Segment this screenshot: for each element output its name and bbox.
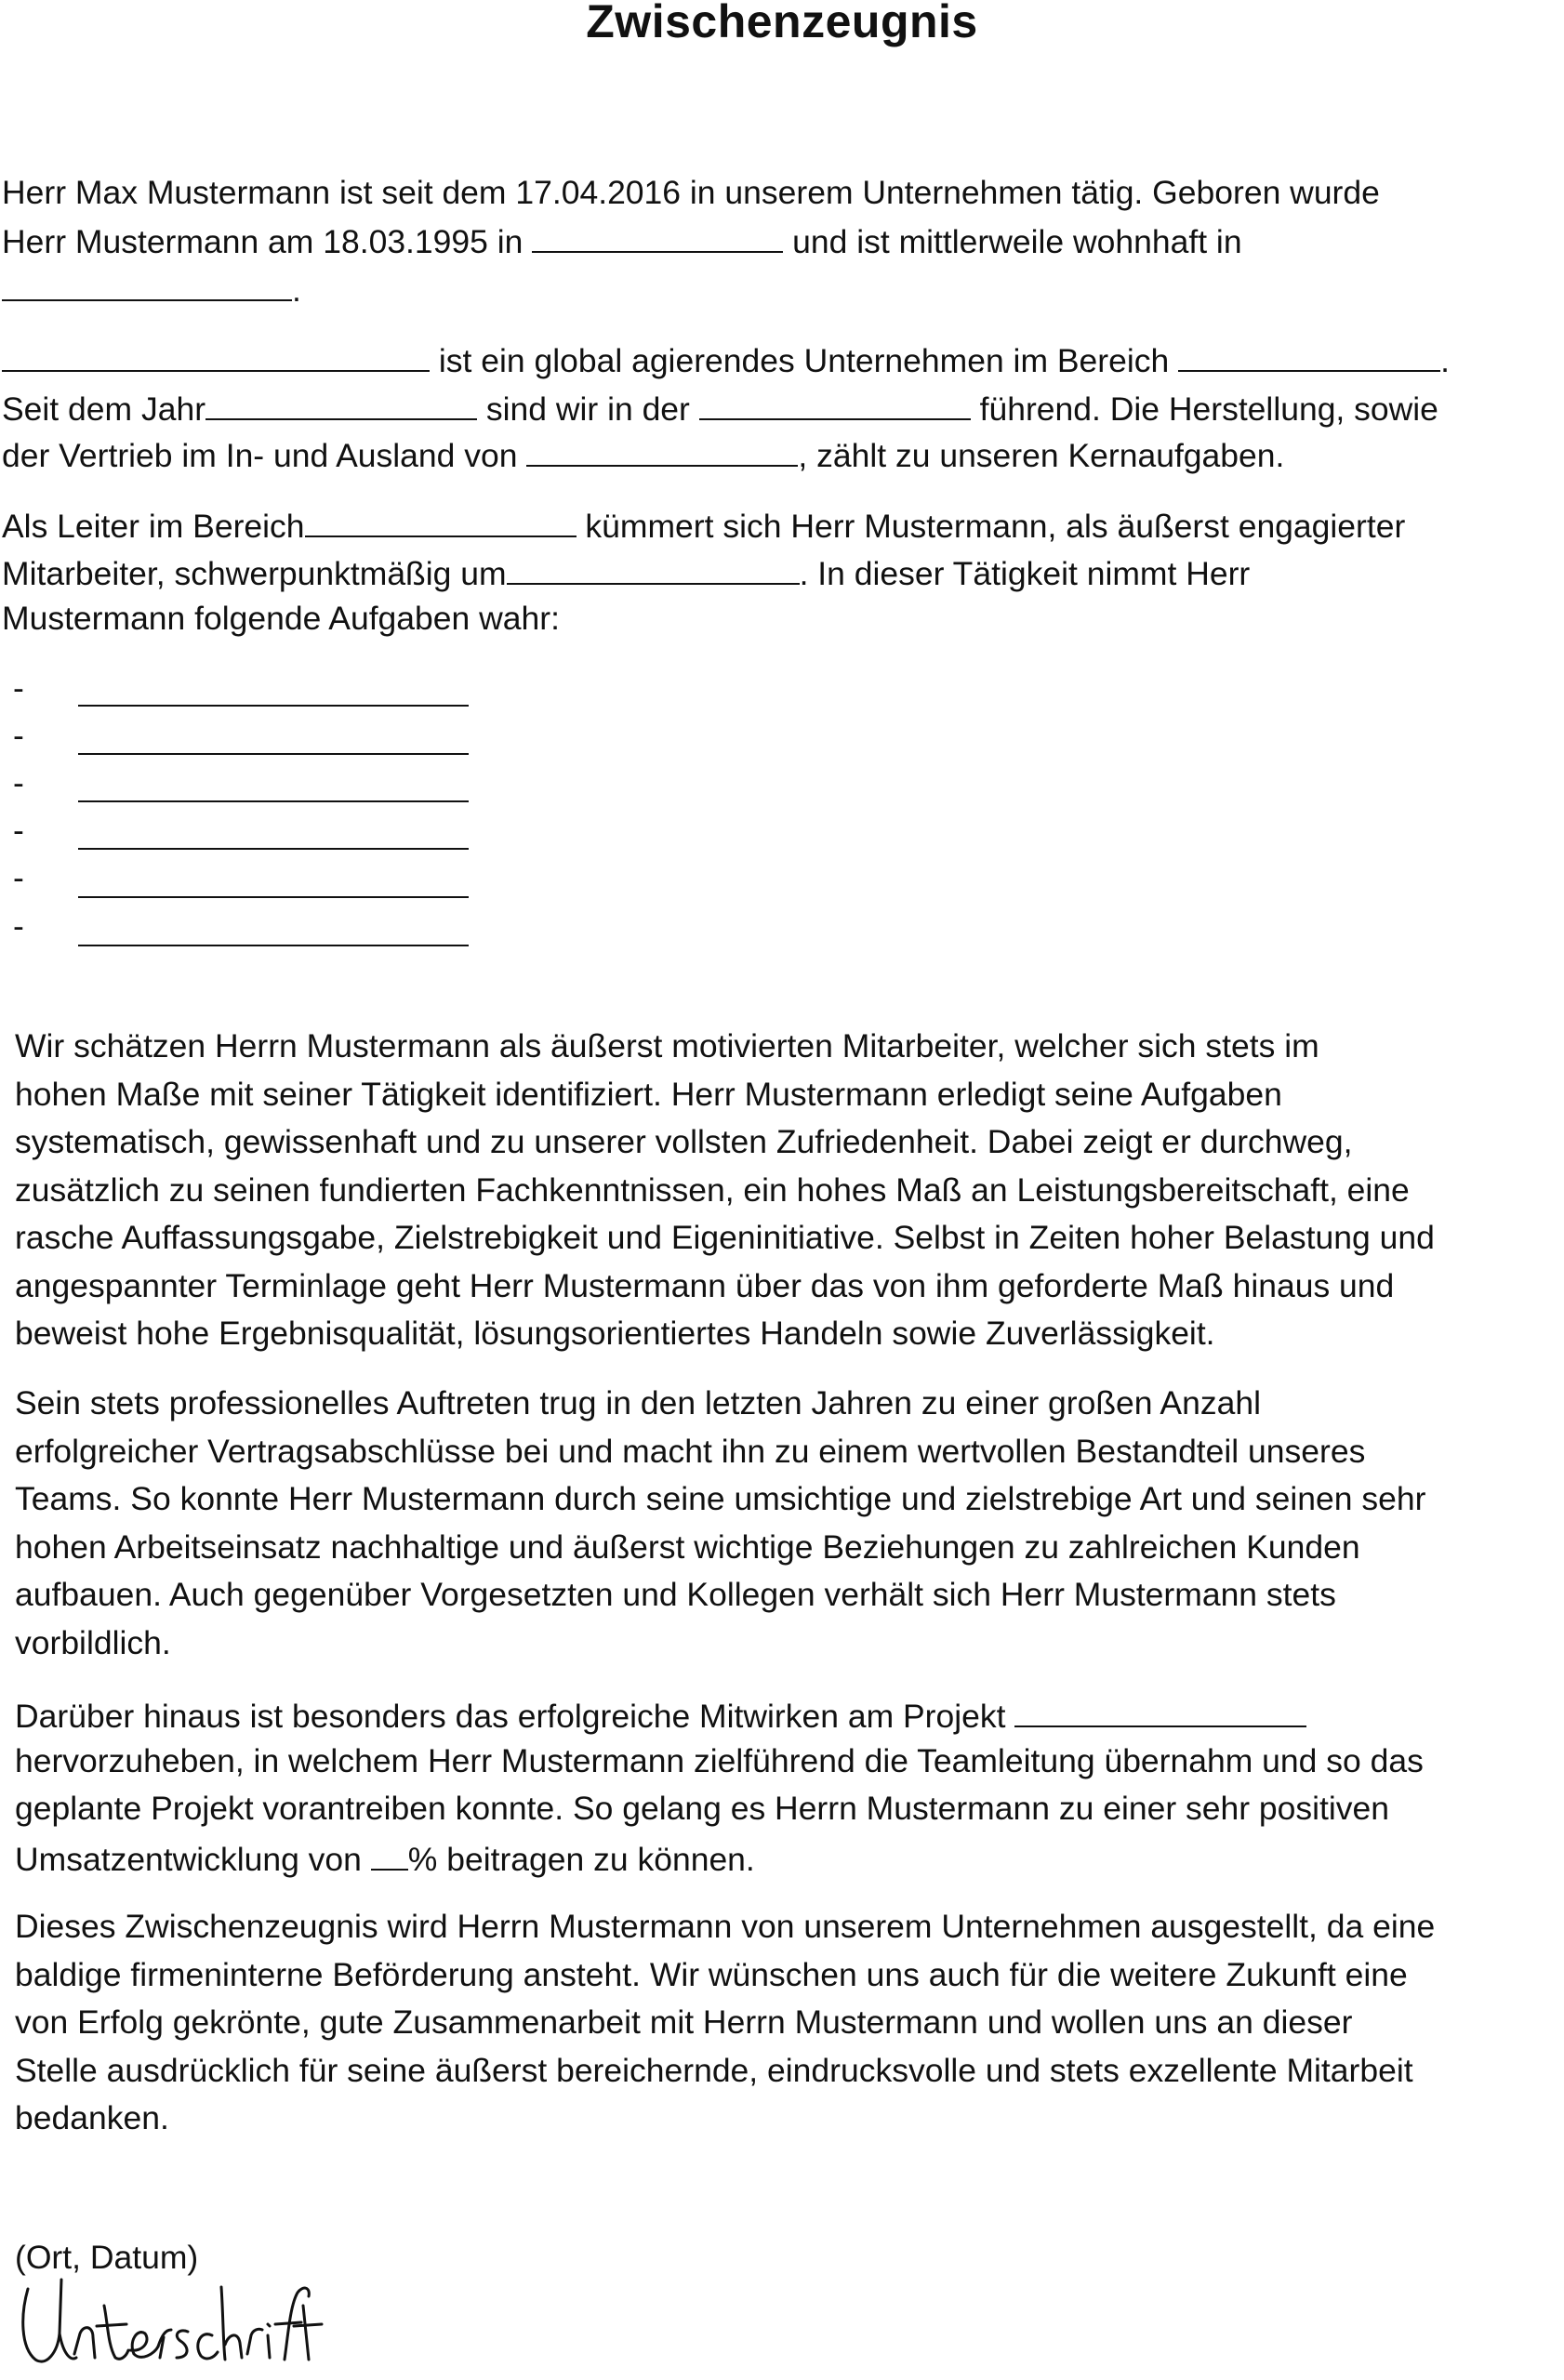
para2-line: erfolgreicher Vertragsabschlüsse bei und macht ihn zu einem wertvollen Bestandteil unseres	[15, 1433, 1366, 1470]
para3-line-4	[15, 1841, 755, 1877]
role-line-3: Mustermann folgende Aufgaben wahr:	[2, 600, 560, 637]
task-bullet: -	[13, 907, 24, 945]
role-line-1	[2, 508, 1405, 544]
para2-line: Sein stets professionelles Auftreten trug in den letzten Jahren zu einer großen Anzahl	[15, 1384, 1261, 1421]
para4-line: bedanken.	[15, 2099, 169, 2136]
project-blank[interactable]	[1014, 1698, 1306, 1727]
department-blank[interactable]	[305, 508, 577, 537]
para1-line: hohen Maße mit seiner Tätigkeit identifiziert. Herr Mustermann erledigt seine Aufgaben	[15, 1076, 1282, 1113]
residence-blank[interactable]	[2, 271, 292, 301]
para4-line: Dieses Zwischenzeugnis wird Herrn Mustermann von unserem Unternehmen ausgestellt, da eine	[15, 1908, 1436, 1945]
signature	[19, 2268, 325, 2375]
para1-line: angespannter Terminlage geht Herr Mustermann über das von ihm geforderte Maß hinaus und	[15, 1267, 1395, 1304]
percentage-blank[interactable]	[371, 1841, 408, 1871]
para3-line-1	[15, 1698, 1306, 1734]
task-bullet: -	[13, 812, 24, 849]
task-blank[interactable]	[78, 945, 469, 946]
para3-text: Umsatzentwicklung von	[15, 1841, 371, 1878]
task-blank[interactable]	[78, 800, 469, 802]
task-blank[interactable]	[78, 753, 469, 755]
para4-line: von Erfolg gekrönte, gute Zusammenarbeit mit Herrn Mustermann und wollen uns an dieser	[15, 2003, 1353, 2041]
para2-line: hohen Arbeitseinsatz nachhaltige und äußerst wichtige Beziehungen zu zahlreichen Kunden	[15, 1528, 1360, 1566]
para2-line: vorbildlich.	[15, 1624, 171, 1661]
company-text: , zählt zu unseren Kernaufgaben.	[798, 437, 1285, 474]
intro-line-2	[2, 223, 1242, 259]
industry-blank[interactable]	[699, 390, 971, 420]
company-text: führend. Die Herstellung, sowie	[970, 390, 1438, 428]
role-text: Mitarbeiter, schwerpunktmäßig um	[2, 555, 507, 592]
products-blank[interactable]	[526, 437, 798, 467]
company-text: der Vertrieb im In- und Ausland von	[2, 437, 527, 474]
task-blank[interactable]	[78, 896, 469, 898]
intro-text: Herr Mustermann am 18.03.1995 in	[2, 223, 533, 260]
task-bullet: -	[13, 717, 24, 754]
company-line-2	[2, 390, 1438, 427]
para3-line-3: geplante Projekt vorantreiben konnte. So gelang es Herrn Mustermann zu einer sehr positiven	[15, 1790, 1390, 1827]
company-text: .	[1440, 342, 1450, 379]
para1-line: systematisch, gewissenhaft und zu unserer vollsten Zufriedenheit. Dabei zeigt er durchweg,	[15, 1123, 1353, 1160]
para3-text: % beitragen zu können.	[407, 1841, 755, 1878]
task-blank[interactable]	[78, 848, 469, 850]
role-text: kümmert sich Herr Mustermann, als äußerst engagierter	[576, 508, 1406, 545]
para1-line: Wir schätzen Herrn Mustermann als äußerst motivierten Mitarbeiter, welcher sich stets im	[15, 1027, 1319, 1064]
company-line-1	[2, 342, 1450, 378]
company-line-3	[2, 437, 1284, 473]
document-title: Zwischenzeugnis	[586, 0, 978, 47]
para3-line-2: hervorzuheben, in welchem Herr Mustermann zielführend die Teamleitung übernahm und so das	[15, 1742, 1424, 1779]
intro-line-1: Herr Max Mustermann ist seit dem 17.04.2016 in unserem Unternehmen tätig. Geboren wurde	[2, 174, 1380, 211]
focus-blank[interactable]	[507, 555, 800, 585]
company-text: ist ein global agierendes Unternehmen im Bereich	[430, 342, 1179, 379]
para1-line: zusätzlich zu seinen fundierten Fachkenntnissen, ein hohes Maß an Leistungsbereitschaft, eine	[15, 1171, 1410, 1209]
task-blank[interactable]	[78, 705, 469, 707]
intro-text: und ist mittlerweile wohnhaft in	[783, 223, 1242, 260]
para3-text: Darüber hinaus ist besonders das erfolgreiche Mitwirken am Projekt	[15, 1698, 1015, 1735]
para1-line: beweist hohe Ergebnisqualität, lösungsorientiertes Handeln sowie Zuverlässigkeit.	[15, 1315, 1215, 1352]
task-bullet: -	[13, 859, 24, 896]
year-blank[interactable]	[205, 390, 477, 420]
intro-text: .	[292, 271, 301, 309]
para2-line: aufbauen. Auch gegenüber Vorgesetzten und Kollegen verhält sich Herr Mustermann stets	[15, 1576, 1336, 1613]
role-line-2	[2, 555, 1250, 591]
place-date: (Ort, Datum)	[15, 2239, 199, 2276]
role-text: . In dieser Tätigkeit nimmt Herr	[799, 555, 1251, 592]
company-name-blank[interactable]	[2, 342, 430, 372]
para4-line: Stelle ausdrücklich für seine äußerst bereichernde, eindrucksvolle und stets exzellente Mitarbeit	[15, 2052, 1413, 2089]
para4-line: baldige firmeninterne Beförderung ansteht. Wir wünschen uns auch für die weitere Zukunft eine	[15, 1956, 1408, 1993]
sector-blank[interactable]	[1178, 342, 1440, 372]
role-text: Als Leiter im Bereich	[2, 508, 305, 545]
company-text: Seit dem Jahr	[2, 390, 206, 428]
para1-line: rasche Auffassungsgabe, Zielstrebigkeit und Eigeninitiative. Selbst in Zeiten hoher Belastung und	[15, 1219, 1435, 1256]
intro-line-3	[2, 271, 301, 308]
company-text: sind wir in der	[477, 390, 699, 428]
para2-line: Teams. So konnte Herr Mustermann durch seine umsichtige und zielstrebige Art und seinen sehr	[15, 1480, 1426, 1517]
birthplace-blank[interactable]	[532, 223, 783, 253]
task-bullet: -	[13, 764, 24, 801]
task-bullet: -	[13, 669, 24, 707]
signature-scribble	[19, 2268, 325, 2371]
